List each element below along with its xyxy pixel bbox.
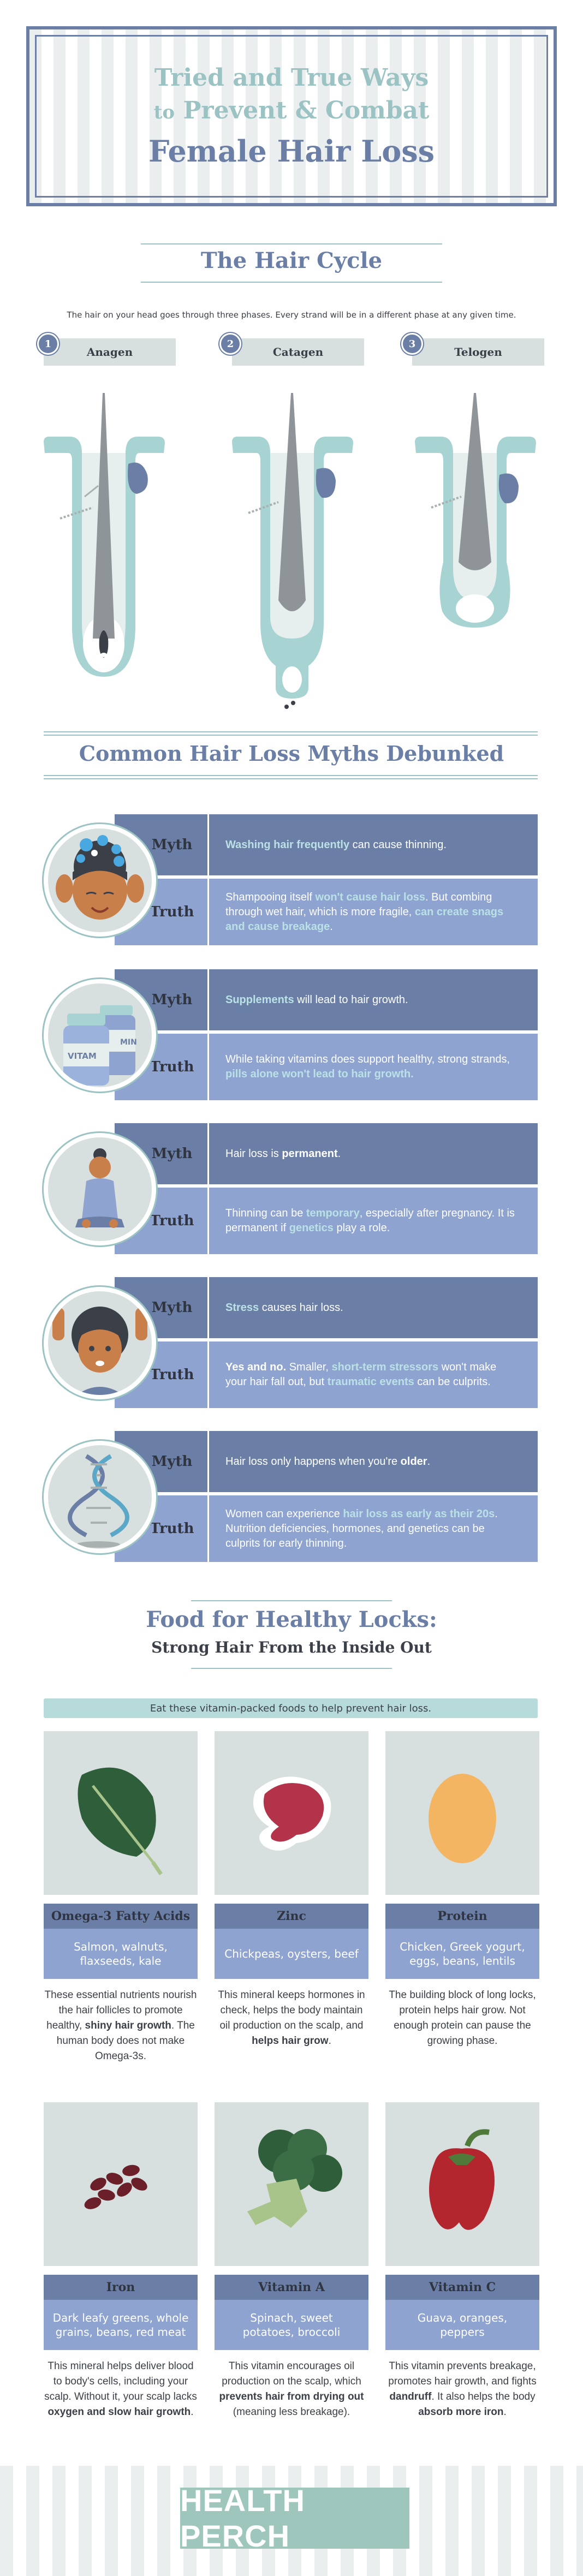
myth-text xyxy=(207,1123,538,1184)
truth-label: Truth xyxy=(150,904,194,920)
highlight-text: hair loss as early as their 20s xyxy=(343,1507,495,1520)
text-segment: . xyxy=(191,2406,194,2418)
title-banner-inner xyxy=(35,35,548,198)
title-banner xyxy=(26,26,557,206)
highlight-text: genetics xyxy=(289,1222,334,1234)
phase-name: Catagen xyxy=(272,345,324,359)
kidney-beans-icon xyxy=(44,2102,198,2266)
emphasis-text: Yes and no. xyxy=(225,1361,287,1373)
egg-icon xyxy=(385,1731,539,1895)
food-description xyxy=(385,1988,539,2049)
text-segment: won't make your hair fall out, but xyxy=(225,1361,499,1388)
phase-name: Anagen xyxy=(86,345,133,359)
text-segment: play a role. xyxy=(333,1222,390,1234)
rich-text xyxy=(225,1454,430,1469)
highlight-text: Supplements xyxy=(225,993,294,1006)
myth-label: Myth xyxy=(151,837,193,853)
rich-text xyxy=(218,1989,365,2047)
highlight-text: won't cause hair loss xyxy=(315,891,426,903)
truth-label: Truth xyxy=(150,1213,194,1229)
truth-label: Truth xyxy=(150,1520,194,1537)
telogen-follicle-illustration xyxy=(409,382,540,709)
rich-text xyxy=(219,2360,364,2418)
myths-title: Common Hair Loss Myths Debunked xyxy=(79,741,504,766)
title-line-1: Tried and True Ways xyxy=(154,63,429,92)
rich-text xyxy=(225,1360,516,1390)
food-card-iron xyxy=(44,2102,198,2420)
myth-label: Myth xyxy=(151,992,193,1008)
food-description xyxy=(215,1988,368,2049)
hair-cycle-title: The Hair Cycle xyxy=(200,248,383,273)
text-segment: dandruff xyxy=(389,2391,432,2402)
text-segment: Smaller, xyxy=(286,1361,332,1373)
leafy-greens-icon xyxy=(44,1731,198,1895)
dna-icon xyxy=(44,1441,156,1553)
myth-label: Myth xyxy=(151,1299,193,1316)
highlight-text: pills alone won't lead to hair growth. xyxy=(225,1068,414,1080)
cycle-rule-top xyxy=(141,243,442,245)
text-segment: helps hair grow xyxy=(252,2035,329,2047)
text-segment: This mineral keeps hormones in check, helps the body maintain oil production on the scalp, and xyxy=(218,1989,365,2031)
text-segment: . xyxy=(337,1147,341,1160)
svg-text:MIN: MIN xyxy=(120,1038,137,1047)
food-list: Chickpeas, oysters, beef xyxy=(215,1929,368,1979)
text-segment: . xyxy=(330,920,333,933)
myth-block-permanent xyxy=(44,1123,538,1254)
highlight-text: Washing hair frequently xyxy=(225,838,350,851)
food-list: Spinach, sweet potatoes, broccoli xyxy=(215,2300,368,2350)
hair-cycle-intro: The hair on your head goes through three phases. Every strand will be in a different phase at any given time. xyxy=(67,310,516,320)
myth-block-supplements xyxy=(44,969,538,1100)
rich-text xyxy=(225,993,408,1007)
food-rule-top xyxy=(191,1600,392,1601)
text-segment: While taking vitamins does support healthy, strong strands, xyxy=(225,1053,513,1065)
svg-text:VITAM: VITAM xyxy=(68,1051,97,1061)
text-segment: This vitamin prevents breakage, promotes hair growth, and fights xyxy=(388,2360,537,2387)
vitamin-bottle-icon xyxy=(44,979,156,1092)
text-segment: can cause thinning. xyxy=(349,838,447,851)
title-line-2-rest: Prevent & Combat xyxy=(183,96,430,124)
phase-number: 2 xyxy=(219,333,241,355)
rich-text xyxy=(225,1507,516,1551)
red-pepper-icon xyxy=(385,2102,539,2266)
rich-text xyxy=(225,890,516,934)
text-segment: Hair loss is xyxy=(225,1147,282,1160)
emphasis-text: permanent xyxy=(282,1147,338,1160)
food-rule-bottom xyxy=(191,1668,392,1669)
broccoli-icon xyxy=(215,2102,368,2266)
myth-row xyxy=(115,1123,538,1184)
text-segment: shiny hair growth xyxy=(85,2020,171,2031)
text-segment: This vitamin encourages oil production on the scalp, which xyxy=(222,2360,361,2387)
food-card-omega3 xyxy=(44,1731,198,2064)
food-description xyxy=(385,2359,539,2420)
myth-label: Myth xyxy=(151,1146,193,1162)
truth-row xyxy=(115,1495,538,1562)
rich-text xyxy=(225,1147,341,1161)
text-segment: causes hair loss. xyxy=(259,1301,343,1314)
food-name: Protein xyxy=(385,1904,539,1929)
text-segment: Thinning can be xyxy=(225,1207,306,1219)
rich-text xyxy=(388,2360,536,2418)
text-segment: . But combing through wet hair, which is more fragile, xyxy=(225,891,495,918)
text-segment: The building block of long locks, protein helps hair grow. Not enough protein can pause the growing phase. xyxy=(389,1989,536,2047)
highlight-text: traumatic events xyxy=(327,1376,414,1388)
myth-block-stress xyxy=(44,1277,538,1408)
food-card-zinc xyxy=(215,1731,368,2049)
food-card-protein xyxy=(385,1731,539,2049)
phase-pill-catagen xyxy=(232,338,364,366)
food-subtitle: Strong Hair From the Inside Out xyxy=(151,1638,432,1656)
text-segment: . Nutrition deficiencies, hormones, and genetics can be culprits for early thinning. xyxy=(225,1507,501,1549)
food-title: Food for Healthy Locks: xyxy=(146,1607,437,1632)
text-segment: Women can experience xyxy=(225,1507,343,1520)
highlight-text: short-term stressors xyxy=(331,1361,439,1373)
food-name: Omega-3 Fatty Acids xyxy=(44,1904,198,1929)
food-name: Zinc xyxy=(215,1904,368,1929)
highlight-text: temporary xyxy=(306,1207,360,1219)
emphasis-text: older xyxy=(400,1455,427,1468)
truth-text xyxy=(207,879,538,945)
truth-row xyxy=(115,879,538,945)
truth-row xyxy=(115,1188,538,1254)
text-segment: . The human body does not make Omega-3s. xyxy=(56,2020,195,2062)
myth-row xyxy=(115,1431,538,1492)
shampoo-woman-icon xyxy=(44,824,156,937)
myth-block-washing xyxy=(44,814,538,945)
text-segment: Shampooing itself xyxy=(225,891,316,903)
myth-text xyxy=(207,1431,538,1492)
myth-row xyxy=(115,814,538,875)
steak-icon xyxy=(215,1731,368,1895)
text-segment: This mineral helps deliver blood to body's cells, including your scalp. Without it, your scalp lacks xyxy=(44,2360,197,2402)
myth-block-age xyxy=(44,1431,538,1562)
myth-text xyxy=(207,1277,538,1338)
text-segment: . xyxy=(328,2035,331,2047)
text-segment: . xyxy=(503,2406,507,2418)
text-segment: (meaning less breakage). xyxy=(233,2406,350,2418)
food-card-vitamin-a xyxy=(215,2102,368,2420)
rich-text xyxy=(225,1052,516,1082)
catagen-follicle-illustration xyxy=(227,382,358,709)
truth-row xyxy=(115,1034,538,1100)
pregnant-woman-icon xyxy=(44,1133,156,1245)
truth-text xyxy=(207,1034,538,1100)
food-list: Salmon, walnuts, flaxseeds, kale xyxy=(44,1929,198,1979)
food-description xyxy=(215,2359,368,2420)
health-perch-logo[interactable]: HEALTH PERCH xyxy=(180,2488,409,2549)
highlight-text: can create snags and cause breakage xyxy=(225,905,507,933)
rich-text xyxy=(225,838,447,852)
text-segment: . xyxy=(427,1455,431,1468)
text-segment: can be culprits. xyxy=(414,1376,491,1388)
cycle-rule-bottom xyxy=(141,282,442,283)
phase-name: Telogen xyxy=(454,345,502,359)
truth-text xyxy=(207,1188,538,1254)
text-segment: Hair loss only happens when you're xyxy=(225,1455,401,1468)
myths-rule-bottom xyxy=(44,775,538,776)
truth-label: Truth xyxy=(150,1367,194,1383)
myth-row xyxy=(115,969,538,1030)
rich-text xyxy=(225,1206,516,1236)
truth-text xyxy=(207,1495,538,1562)
food-card-vitamin-c xyxy=(385,2102,539,2420)
text-segment: oxygen and slow hair growth xyxy=(47,2406,191,2418)
title-line-2-small: to xyxy=(153,101,175,123)
myth-text xyxy=(207,814,538,875)
title-line-2 xyxy=(154,94,430,129)
food-intro-bar: Eat these vitamin-packed foods to help prevent hair loss. xyxy=(44,1698,538,1718)
myth-row xyxy=(115,1277,538,1338)
truth-row xyxy=(115,1341,538,1408)
rich-text xyxy=(225,1301,343,1315)
text-segment: . It also helps the body xyxy=(431,2391,536,2402)
myths-rule-top xyxy=(44,731,538,732)
text-segment: will lead to hair growth. xyxy=(294,993,408,1006)
phase-number: 1 xyxy=(37,333,59,355)
food-name: Vitamin C xyxy=(385,2275,539,2300)
food-description xyxy=(44,2359,198,2420)
phase-pill-anagen xyxy=(44,338,176,366)
rich-text xyxy=(389,1989,536,2047)
food-description xyxy=(44,1988,198,2064)
food-list: Guava, oranges, peppers xyxy=(385,2300,539,2350)
anagen-follicle-illustration xyxy=(38,382,169,709)
stressed-woman-icon xyxy=(44,1287,156,1399)
myth-label: Myth xyxy=(151,1453,193,1470)
food-name: Vitamin A xyxy=(215,2275,368,2300)
food-list: Dark leafy greens, whole grains, beans, red meat xyxy=(44,2300,198,2350)
truth-label: Truth xyxy=(150,1059,194,1075)
truth-text xyxy=(207,1341,538,1408)
food-list: Chicken, Greek yogurt, eggs, beans, lentils xyxy=(385,1929,539,1979)
phase-pill-telogen xyxy=(412,338,544,366)
text-segment: These essential nutrients nourish the hair follicles to promote healthy, xyxy=(44,1989,197,2031)
rich-text xyxy=(44,2360,197,2418)
phase-number: 3 xyxy=(401,333,423,355)
text-segment: prevents hair from drying out xyxy=(219,2391,364,2402)
text-segment: , especially after pregnancy. It is permanent if xyxy=(225,1207,518,1234)
highlight-text: Stress xyxy=(225,1301,259,1314)
text-segment: absorb more iron xyxy=(418,2406,504,2418)
myth-text xyxy=(207,969,538,1030)
rich-text xyxy=(45,1989,197,2062)
title-line-3: Female Hair Loss xyxy=(148,133,435,169)
food-name: Iron xyxy=(44,2275,198,2300)
